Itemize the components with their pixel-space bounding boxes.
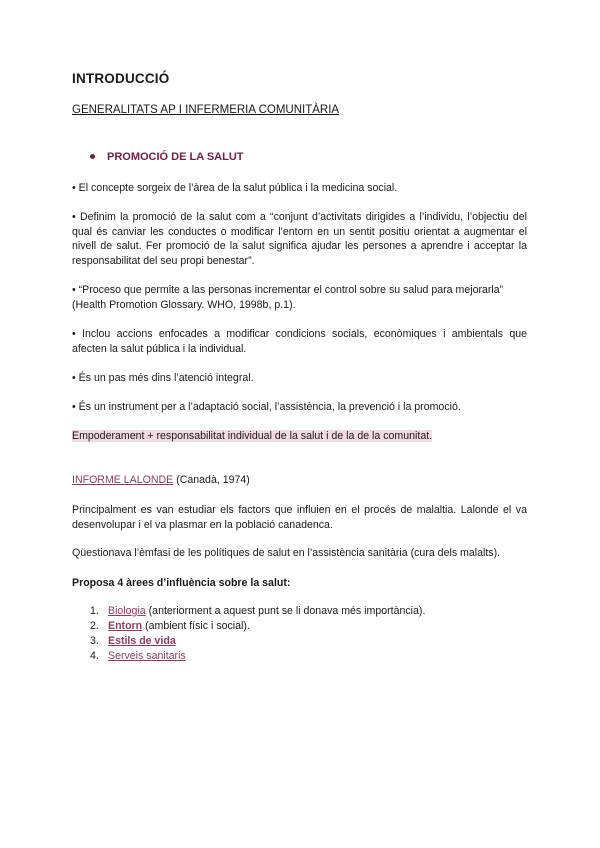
area-link-biologia[interactable]: Biologia (108, 605, 146, 617)
area-link-serveis-sanitaris[interactable]: Serveis sanitaris (108, 650, 186, 662)
highlight-empoderament (72, 429, 527, 444)
list-item (72, 619, 527, 634)
paragraph-cita-who: • “Proceso que permite a las personas incrementar el control sobre su salud para mejorarla” (Health Promotion Glossary. WHO, 1998b, p.1). (72, 284, 504, 311)
area-link-entorn[interactable]: Entorn (108, 620, 143, 632)
page-title: INTRODUCCIÓ (72, 71, 170, 86)
list-number: 1. (90, 605, 99, 617)
section-heading-label: PROMOCIÓ DE LA SALUT (107, 151, 244, 163)
list-number: 3. (90, 635, 99, 647)
lalonde-heading (72, 473, 527, 488)
lalonde-link[interactable]: INFORME LALONDE (72, 474, 174, 486)
paragraph-accions: • Inclou accions enfocades a modificar condicions socials, econòmiques i ambientals que afecten la salut pública i la individual. (72, 328, 527, 355)
paragraph-instrument: • És un instrument per a l’adaptació social, l’assistència, la prevenció i la promoció. (72, 401, 461, 413)
paragraph-lalonde-factors: Principalment es van estudiar els factors que influien en el procés de malaltia. Lalonde el va desenvolupar i el va plasmar en la població canadenca. (72, 504, 527, 531)
area-link-estils-de-vida[interactable]: Estils de vida (108, 635, 176, 647)
section-subtitle: GENERALITATS AP I INFERMERIA COMUNITÀRIA (72, 104, 340, 116)
highlight-text: Empoderament + responsabilitat individual de la salut i de la de la comunitat. (72, 430, 433, 442)
paragraph-lalonde-emfasi: Qüestionava l’èmfasi de les polítiques de salut en l’assistència sanitària (cura dels malalts). (72, 547, 501, 559)
list-number: 2. (90, 620, 99, 632)
lalonde-suffix: (Canadà, 1974) (173, 474, 250, 486)
section-heading-promocio (90, 151, 243, 163)
paragraph-concepte: • El concepte sorgeix de l’àrea de la salut pública i la medicina social. (72, 182, 398, 194)
bullet-dot-icon (90, 154, 95, 159)
area-desc: (anteriorment a aquest punt se li donava més importància). (145, 605, 426, 617)
paragraph-atencio-integral: • És un pas més dins l’atenció integral. (72, 372, 254, 384)
areas-list (72, 604, 527, 664)
paragraph-definicio: • Definim la promoció de la salut com a “conjunt d’activitats dirigides a l’individu, l’objectiu del qual és canviar les conductes o modificar l’entorn en un sentit positiu orientat a augmentar el nivell de salut. Fer promoció de la salut significa ajudar les persones a aprendre i acceptar la responsabilitat del seu propi benestar”. (72, 211, 527, 267)
list-item (72, 634, 527, 649)
list-number: 4. (90, 650, 99, 662)
area-desc: (ambient físic i social). (142, 620, 250, 632)
areas-heading: Proposa 4 àrees d’influència sobre la salut: (72, 577, 291, 589)
list-item (72, 604, 527, 619)
list-item (72, 649, 527, 664)
